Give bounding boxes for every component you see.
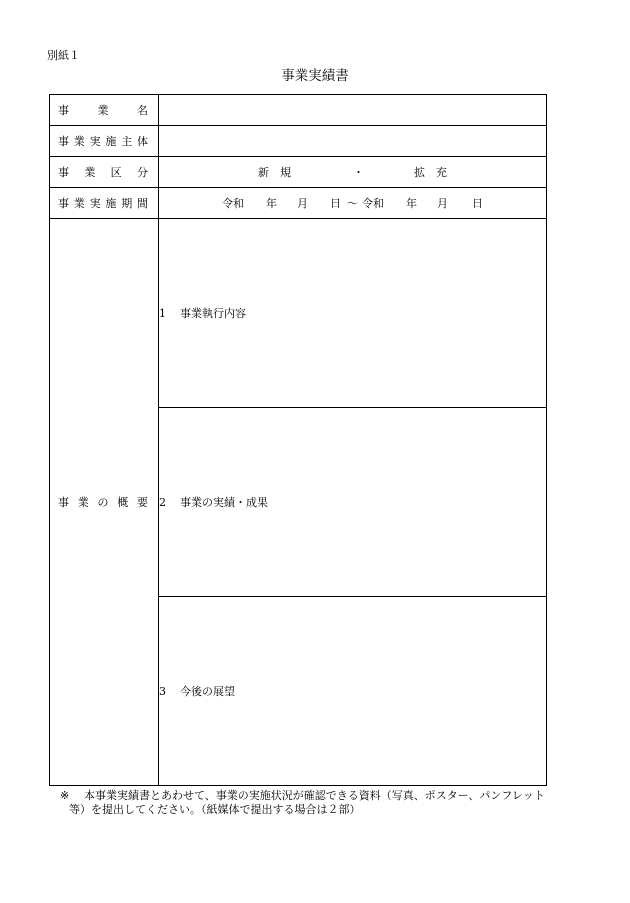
row-overview-1 — [50, 219, 547, 408]
period-tilde: ～ — [347, 197, 358, 210]
project-report-form — [49, 94, 547, 786]
option-separator: ・ — [353, 166, 364, 179]
period-month-start: 月 — [297, 197, 308, 210]
field-project-name[interactable] — [159, 95, 547, 126]
row-period — [50, 188, 547, 219]
label-project-name: 事 業 名 — [50, 95, 159, 126]
period-year-end: 年 — [406, 197, 417, 210]
field-implementer[interactable] — [159, 126, 547, 157]
label-implementer: 事 業 実 施 主 体 — [50, 126, 159, 157]
section-results[interactable]: 2 事業の実績・成果 — [159, 408, 547, 597]
row-implementer — [50, 126, 547, 157]
note-line-1: 本事業実績書とあわせて、事業の実施状況が確認できる資料（写真、ポスター、パンフレット — [84, 789, 545, 802]
period-year-start: 年 — [266, 197, 277, 210]
label-category: 事 業 区 分 — [50, 157, 159, 188]
section-outlook[interactable]: 3 今後の展望 — [159, 597, 547, 786]
document-title: 事業実績書 — [281, 68, 349, 84]
period-era-end: 令和 — [362, 197, 384, 210]
footnote — [60, 789, 600, 817]
field-period[interactable] — [159, 188, 547, 219]
note-line-2: 等）を提出してください。（紙媒体で提出する場合は２部） — [69, 803, 361, 816]
period-era-start: 令和 — [222, 197, 244, 210]
section-title: 事業の実績・成果 — [180, 496, 268, 509]
period-month-end: 月 — [437, 197, 448, 210]
option-new[interactable]: 新 規 — [258, 166, 291, 179]
period-day-end: 日 — [472, 197, 483, 210]
section-title: 今後の展望 — [180, 685, 235, 698]
label-overview: 事 業 の 概 要 — [50, 219, 159, 786]
note-mark: ※ — [60, 789, 70, 802]
row-project-name — [50, 95, 547, 126]
row-category — [50, 157, 547, 188]
field-category — [159, 157, 547, 188]
section-title: 事業執行内容 — [180, 307, 246, 320]
attachment-label: 別紙１ — [47, 49, 80, 62]
option-expand[interactable]: 拡 充 — [414, 166, 447, 179]
period-day-start: 日 — [330, 197, 341, 210]
section-execution-content[interactable]: 1 事業執行内容 — [159, 219, 547, 408]
label-period: 事 業 実 施 期 間 — [50, 188, 159, 219]
